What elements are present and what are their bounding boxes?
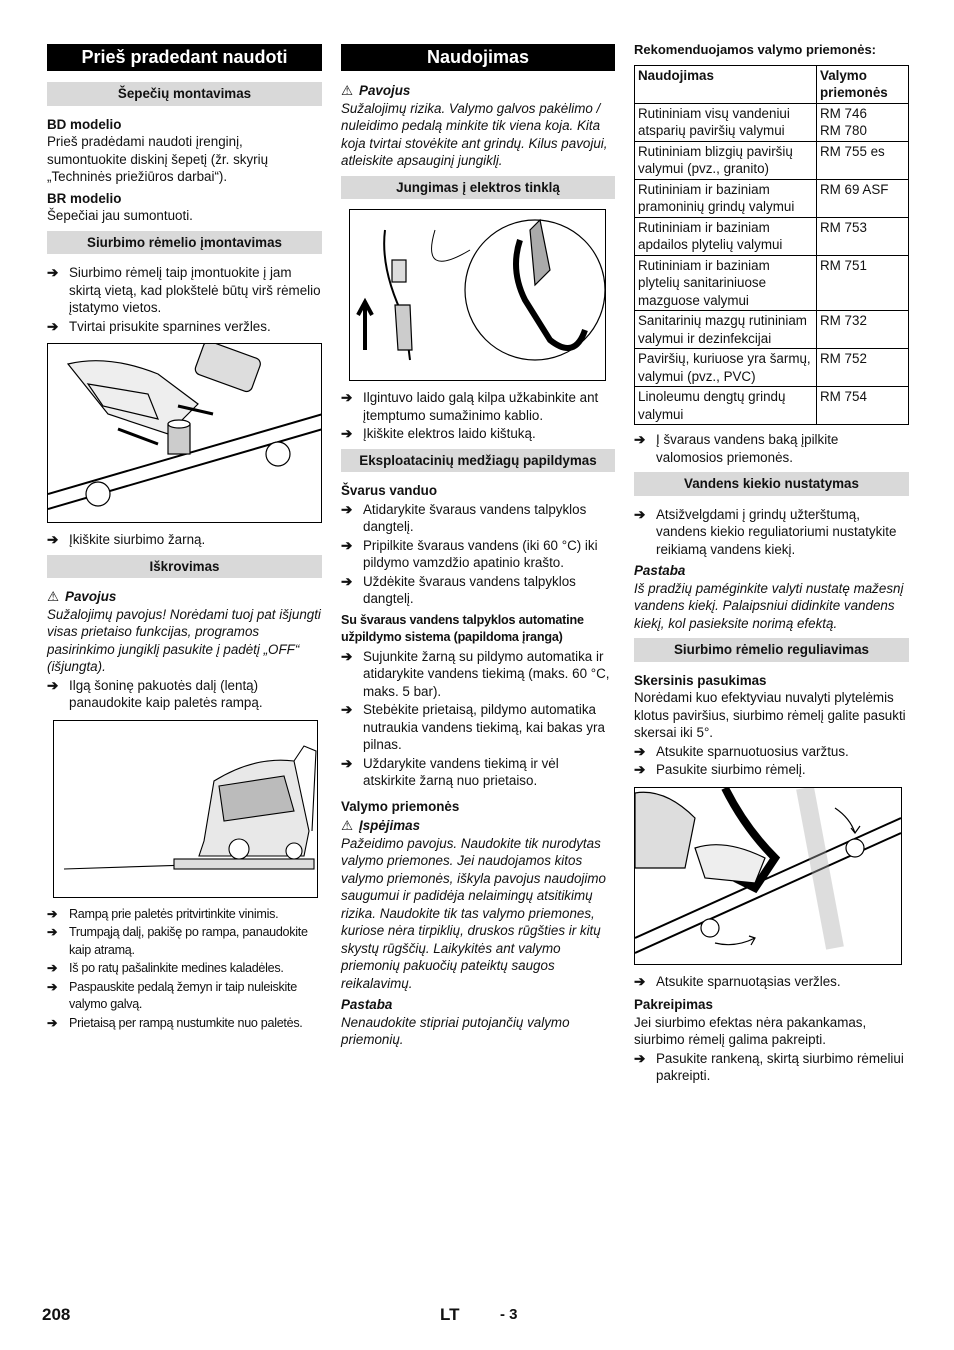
arrow-icon: ➔ (341, 537, 353, 553)
arrow-icon: ➔ (341, 390, 353, 405)
auto-fill-label: Su švaraus vandens talpyklos automatine užpildymo sistema (papildoma įranga) (341, 612, 584, 644)
table-cell-agent: RM 752 (817, 349, 909, 387)
warning-triangle-icon: ⚠ (341, 818, 354, 833)
step: ➔ Uždėkite švaraus vandens talpyklos dangtelį. (341, 573, 576, 606)
arrow-icon: ➔ (47, 925, 58, 939)
step: ➔ Iš po ratų pašalinkite medines kaladėles. (47, 960, 322, 978)
note-text: Nenaudokite stipriai putojančių valymo priemonių. (341, 1014, 570, 1047)
cable-hook-illustration (350, 210, 605, 380)
arrow-icon: ➔ (341, 702, 353, 717)
arrow-icon: ➔ (47, 318, 59, 334)
danger-title: ⚠ Pavojus (47, 589, 117, 604)
arrow-icon: ➔ (47, 1015, 58, 1030)
step: ➔ Atsukite sparnuotuosius varžtus. (634, 743, 849, 759)
tilt-text: Jei siurbimo efektas nėra pakankamas, siurbimo rėmelį galima pakreipti. (634, 1014, 867, 1047)
table-cell-usage: Rutininiam blizgių paviršių valymui (pvz., granito) (635, 141, 817, 179)
table-row (635, 349, 909, 387)
machine-on-pallet-illustration (54, 721, 317, 897)
step: ➔ Pasukite siurbimo rėmelį. (634, 762, 806, 777)
skew-label: Skersinis pasukimas (634, 672, 767, 688)
note-text: Iš pradžių paméginkite valyti nustatę mažesnį vandens kiekį. Palaipsniui didinkite vandens kiekį, kol pasieksite norimą efektą. (634, 580, 904, 631)
danger-text: Sužalojimų rizika. Valymo galvos pakėlimo / nuleidimo pedalą minkite tik viena koja. Kita koja tvirtai stovėkite ant grindų. Kilus pavojui, atleiskite apsauginį jungiklį. (341, 100, 608, 168)
table-header: Naudojimas (635, 65, 817, 103)
figure-squeegee-skew (634, 787, 902, 965)
figure-power-connection (349, 209, 606, 381)
column-3 (634, 41, 909, 1086)
section-title-before-use: Prieš pradedant naudoti (47, 44, 322, 71)
table-cell-usage: Sanitarinių mazgų rutininiam valymui ir dezinfekcijai (635, 311, 817, 349)
table-header: Valymo priemonės (817, 65, 909, 103)
step: ➔ Sujunkite žarną su pildymo automatika ir atidarykite vandens tiekimą (maks. 60 °C, maks. 5 bar). (341, 648, 610, 699)
heading-brush-mounting: Šepečių montavimas (47, 82, 322, 106)
table-row (635, 387, 909, 425)
br-model-text: Šepečiai jau sumontuoti. (47, 208, 193, 223)
step: ➔ Į švaraus vandens baką įpilkite valomosios priemonės. (634, 432, 839, 465)
warning-triangle-icon: ⚠ (47, 589, 60, 604)
table-row (635, 179, 909, 217)
heading-squeegee-mounting: Siurbimo rėmelio įmontavimas (47, 231, 322, 255)
table-cell-agent: RM 753 (817, 217, 909, 255)
step: ➔ Rampą prie paletės pritvirtinkite vinimis. (47, 906, 322, 924)
skew-text: Norėdami kuo efektyviau nuvalyti plytelėmis klotus paviršius, siurbimo rėmelį galite pasukti skersai iki 5°. (634, 690, 906, 740)
language-code: LT (440, 1305, 460, 1324)
danger-text: Sužalojimų pavojus! Norėdami tuoj pat išjungti visas prietaiso funkcijas, programos pasirinkimo jungiklį pasukite į padėtį „OFF“ (išjungta). (47, 606, 321, 674)
heading-water-amount: Vandens kiekio nustatymas (634, 472, 909, 496)
heading-unloading: Iškrovimas (47, 555, 322, 579)
step: ➔ Pripilkite švaraus vandens (iki 60 °C) iki pildymo vamzdžio apatinio krašto. (341, 537, 598, 570)
column-1 (47, 44, 322, 1033)
table-cell-agent: RM 732 (817, 311, 909, 349)
arrow-icon: ➔ (47, 265, 59, 280)
cleaning-agents-table (634, 65, 909, 426)
br-model-label: BR modelio (47, 190, 122, 206)
clean-water-label: Švarus vanduo (341, 483, 437, 498)
arrow-icon: ➔ (341, 573, 353, 589)
table-cell-usage: Rutininiam ir baziniam plytelių sanitariniuose mazguose valymui (635, 255, 817, 311)
table-row (635, 311, 909, 349)
arrow-icon: ➔ (341, 501, 353, 517)
step: ➔ Ilgintuvo laido galą kilpa užkabinkite ant įtemptumo sumažinimo kablio. (341, 390, 599, 423)
table-row (635, 103, 909, 141)
arrow-icon: ➔ (47, 961, 58, 975)
table-cell-usage: Linoleumu dengtų grindų valymui (635, 387, 817, 425)
step: ➔ Įkiškite elektros laido kištuką. (341, 426, 536, 441)
step: ➔ Pasukite rankeną, skirtą siurbimo rėmeliui pakreipti. (634, 1050, 904, 1083)
arrow-icon: ➔ (47, 532, 59, 547)
step: ➔ Atidarykite švaraus vandens talpyklos dangtelį. (341, 501, 587, 534)
step: ➔ Atsukite sparnuotąsias veržles. (634, 973, 841, 989)
step: ➔ Ilgą šoninę pakuotės dalį (lentą) panaudokite kaip paletės rampą. (47, 677, 263, 710)
warning-triangle-icon: ⚠ (341, 83, 354, 98)
table-cell-agent: RM 754 (817, 387, 909, 425)
arrow-icon: ➔ (47, 677, 59, 693)
danger-title: ⚠ Pavojus (341, 83, 411, 98)
heading-power-connection: Jungimas į elektros tinklą (341, 176, 615, 200)
table-cell-usage: Rutininiam visų vandeniui atsparių paviršių valymui (635, 103, 817, 141)
bd-model-label: BD modelio (47, 116, 122, 132)
note-title: Pastaba (341, 997, 393, 1012)
arrow-icon: ➔ (634, 432, 646, 447)
step: ➔ Uždarykite vandens tiekimą ir vėl atskirkite žarną nuo prietaiso. (341, 755, 559, 788)
arrow-icon: ➔ (634, 743, 646, 759)
arrow-icon: ➔ (341, 755, 353, 771)
heading-squeegee-adjustment: Siurbimo rėmelio reguliavimas (634, 638, 909, 662)
cleaning-agents-label: Valymo priemonės (341, 798, 460, 814)
step: ➔ Siurbimo rėmelį taip įmontuokite į jam skirtą vietą, kad plokštelė būtų virš rėmelio įstatymo vietos. (47, 265, 321, 315)
table-row (635, 141, 909, 179)
table-cell-agent: RM 746 RM 780 (817, 103, 909, 141)
arrow-icon: ➔ (634, 762, 646, 777)
tilt-label: Pakreipimas (634, 997, 713, 1012)
section-number: - 3 (500, 1306, 518, 1323)
table-cell-usage: Rutininiam ir baziniam apdailos plytelių valymui (635, 217, 817, 255)
arrow-icon: ➔ (341, 426, 353, 441)
section-title-operation: Naudojimas (341, 44, 615, 71)
step: ➔ Įkiškite siurbimo žarną. (47, 532, 206, 547)
step: ➔ Prietaisą per rampą nustumkite nuo paletės. (47, 1015, 322, 1033)
figure-squeegee-mounting (47, 343, 322, 523)
table-cell-usage: Rutininiam ir baziniam pramoninių grindų valymui (635, 179, 817, 217)
figure-unloading (53, 720, 318, 898)
table-row (635, 217, 909, 255)
table-row (635, 255, 909, 311)
caution-text: Pažeidimo pavojus. Naudokite tik nurodytas valymo priemones. Jei naudojamos kitos valymo priemonės, iškyla pavojus naudojimo saugumui ir padidėja nelaimingų atsitikimų rizika. Naudokite tik tas valymo priemones, kuriose nėra tirpiklių, druskos rūgšties ir kitų skystų rūgščių. Laikykitės ant valymo priemonių pakuočių pateiktų saugos reikalavimų. (341, 835, 606, 991)
table-cell-agent: RM 755 es (817, 141, 909, 179)
arrow-icon: ➔ (634, 506, 646, 522)
bd-model-text: Prieš pradėdami naudoti įrenginį, sumontuokite diskinį šepetį (žr. skyrių „Techninės priežiūros darbai“). (47, 134, 269, 184)
page-number: 208 (42, 1305, 71, 1324)
arrow-icon: ➔ (634, 1050, 646, 1066)
step: ➔ Atsižvelgdami į grindų užterštumą, vandens kiekio reguliatoriumi nustatykite reikiamą vandens kiekį. (634, 506, 897, 557)
table-title: Rekomenduojamos valymo priemonės: (634, 42, 877, 57)
step: ➔ Paspauskite pedalą žemyn ir taip nuleiskite valymo galvą. (47, 979, 297, 1011)
column-2 (341, 44, 615, 1049)
arrow-icon: ➔ (47, 979, 58, 994)
heading-filling-consumables: Eksploatacinių medžiagų papildymas (341, 449, 615, 473)
caution-title: ⚠ Įspėjimas (341, 818, 421, 833)
table-cell-agent: RM 69 ASF (817, 179, 909, 217)
squeegee-rotation-illustration (635, 788, 901, 964)
step: ➔ Trumpąją dalį, pakišę po rampa, panaudokite kaip atramą. (47, 925, 308, 957)
table-cell-usage: Paviršių, kuriuose yra šarmų, valymui (pvz., PVC) (635, 349, 817, 387)
arrow-icon: ➔ (341, 648, 353, 664)
arrow-icon: ➔ (634, 973, 646, 989)
table-cell-agent: RM 751 (817, 255, 909, 311)
arrow-icon: ➔ (47, 906, 58, 921)
squeegee-illustration (48, 344, 322, 522)
table-header-row (635, 65, 909, 103)
step: ➔ Tvirtai prisukite sparnines veržles. (47, 318, 271, 334)
step: ➔ Stebėkite prietaisą, pildymo automatika nutraukia vandens tiekimą, kai bakas yra pilnas. (341, 702, 605, 752)
note-title: Pastaba (634, 563, 686, 578)
